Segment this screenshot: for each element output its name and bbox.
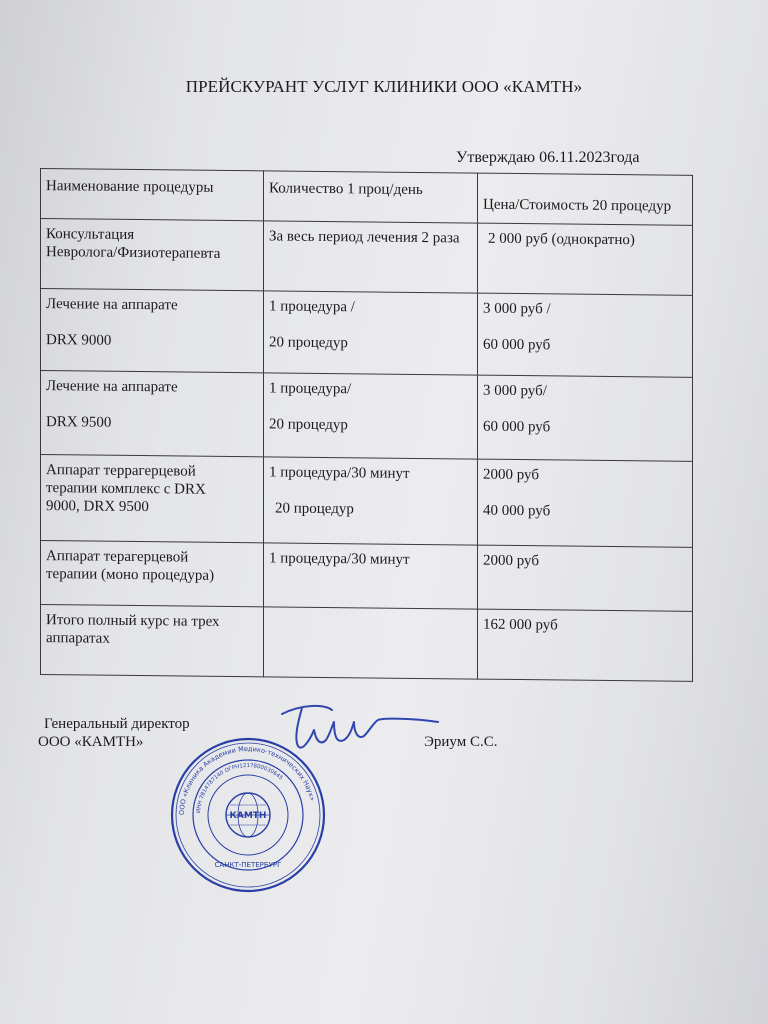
director-block: [38, 715, 190, 751]
cell-text: Невролога/Физиотерапевта: [46, 244, 221, 262]
cell-text: 1 процедура/30 минут: [269, 550, 410, 568]
quantity-cell: [264, 457, 478, 545]
column-header: Количество 1 проц/день: [264, 171, 478, 223]
signer-name: Эриум С.С.: [424, 734, 498, 750]
director-title: Генеральный директор: [44, 716, 190, 732]
cell-text: Итого полный курс на трех: [46, 612, 220, 630]
cell-text: DRX 9000: [46, 332, 112, 349]
price-cell: [478, 223, 693, 295]
cell-text: DRX 9500: [46, 414, 112, 431]
cell-text: 2000 руб: [483, 466, 539, 484]
stamp-center-text: КАМТН: [229, 811, 267, 821]
cell-text: 3 000 руб /: [483, 300, 551, 318]
price-cell: [478, 609, 693, 681]
table-row: [41, 455, 693, 548]
procedure-cell: [41, 541, 264, 607]
cell-text: 162 000 руб: [483, 616, 558, 634]
stamp-city-text: САНКТ-ПЕТЕРБУРГ: [214, 861, 282, 869]
table-row-total: [41, 605, 693, 682]
price-table: [40, 168, 693, 682]
table-row: [41, 289, 693, 378]
document-title: ПРЕЙСКУРАНТ УСЛУГ КЛИНИКИ ООО «КАМТН»: [185, 77, 583, 96]
cell-text: 20 процедур: [269, 416, 348, 434]
column-header: Наименование процедуры: [41, 169, 264, 221]
price-cell: [478, 459, 693, 547]
procedure-cell: [41, 455, 264, 543]
stamp-ring-text: ООО «Клиника Академии Медико-технических Наук»: [177, 744, 317, 816]
cell-text: терапии комплекс с DRX: [46, 480, 206, 498]
cell-text: За весь период лечения 2 раза: [269, 228, 460, 247]
procedure-cell: [41, 371, 264, 457]
cell-text: 20 процедур: [269, 334, 348, 352]
cell-text: 40 000 руб: [483, 502, 551, 520]
cell-text: 3 000 руб/: [483, 382, 547, 400]
approval-line: Утверждаю 06.11.2023года: [456, 149, 640, 166]
procedure-cell: [41, 219, 264, 291]
cell-text: терапии (моно процедура): [46, 566, 215, 584]
cell-text: 1 процедура/30 минут: [269, 464, 410, 482]
cell-text: 9000, DRX 9500: [46, 498, 149, 516]
cell-text: 60 000 руб: [483, 336, 551, 354]
price-cell: [478, 293, 693, 377]
table-row: [41, 541, 693, 612]
cell-text: Аппарат террагерцевой: [46, 462, 196, 480]
price-cell: [478, 375, 693, 461]
quantity-cell: [264, 221, 478, 293]
cell-text: 2000 руб: [483, 552, 539, 570]
quantity-cell: [264, 373, 478, 459]
cell-text: аппаратах: [46, 630, 110, 647]
cell-text: Консультация: [46, 226, 135, 243]
column-header: Цена/Стоимость 20 процедур: [478, 173, 693, 225]
cell-text: Лечение на аппарате: [46, 378, 178, 396]
table-header-row: [41, 169, 693, 226]
cell-text: Лечение на аппарате: [46, 296, 178, 314]
company-name: ООО «КАМТН»: [38, 734, 144, 750]
stamp-inn-text: ИНН 7814787140 ОГРН1217800030645: [196, 762, 284, 814]
quantity-cell: [264, 607, 478, 679]
table-row: [41, 219, 693, 296]
procedure-cell: [41, 289, 264, 373]
cell-text: 60 000 руб: [483, 418, 551, 436]
procedure-cell: [41, 605, 264, 677]
quantity-cell: [264, 291, 478, 375]
table-row: [41, 371, 693, 462]
price-cell: [478, 545, 693, 611]
quantity-cell: [264, 543, 478, 609]
cell-text: 1 процедура/: [269, 380, 352, 398]
cell-text: 20 процедур: [275, 500, 354, 518]
cell-text: Аппарат терагерцевой: [46, 548, 189, 566]
cell-text: 1 процедура /: [269, 298, 355, 316]
company-stamp-image: [168, 735, 328, 895]
cell-text: 2 000 руб (однократно): [488, 230, 635, 249]
